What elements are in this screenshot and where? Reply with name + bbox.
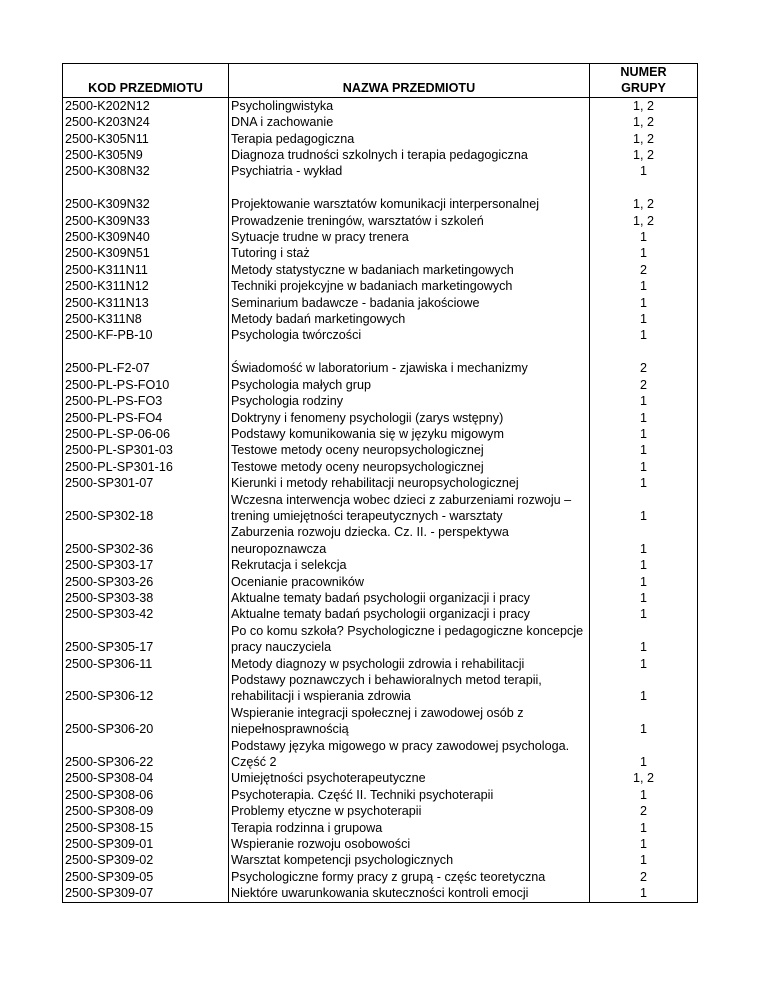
table-row (63, 623, 698, 656)
group-number: 2 (590, 377, 698, 393)
course-code: 2500-PL-PS-FO4 (63, 410, 229, 426)
course-name: Psychologia rodziny (229, 393, 590, 409)
spacer-cell (590, 180, 698, 196)
course-name: Zaburzenia rozwoju dziecka. Cz. II. - perspektywa neuropoznawcza (229, 524, 590, 557)
course-name: Podstawy poznawczych i behawioralnych metod terapii, rehabilitacji i wspierania zdrowia (229, 672, 590, 705)
group-number: 1 (590, 705, 698, 738)
course-name: Projektowanie warsztatów komunikacji interpersonalnej (229, 196, 590, 212)
course-code: 2500-KF-PB-10 (63, 327, 229, 343)
table-row (63, 229, 698, 245)
course-table (62, 63, 698, 903)
table-row (63, 114, 698, 130)
course-name: Świadomość w laboratorium - zjawiska i mechanizmy (229, 360, 590, 376)
course-name: Testowe metody oceny neuropsychologicznej (229, 459, 590, 475)
course-code: 2500-K311N11 (63, 262, 229, 278)
course-code: 2500-SP306-12 (63, 672, 229, 705)
table-row (63, 656, 698, 672)
group-number: 1 (590, 574, 698, 590)
spacer-cell (590, 344, 698, 360)
group-number: 1 (590, 885, 698, 902)
course-name: Doktryny i fenomeny psychologii (zarys wstępny) (229, 410, 590, 426)
course-name: Podstawy języka migowego w pracy zawodowej psychologa. Część 2 (229, 738, 590, 771)
table-row (63, 97, 698, 114)
table-row (63, 360, 698, 376)
course-name: Wspieranie integracji społecznej i zawodowej osób z niepełnosprawnością (229, 705, 590, 738)
table-row (63, 590, 698, 606)
group-number: 1, 2 (590, 213, 698, 229)
course-name: Aktualne tematy badań psychologii organizacji i pracy (229, 590, 590, 606)
table-row (63, 311, 698, 327)
table-body (63, 97, 698, 902)
course-name: Sytuacje trudne w pracy trenera (229, 229, 590, 245)
course-name: Problemy etyczne w psychoterapii (229, 803, 590, 819)
spacer-cell (229, 344, 590, 360)
group-number: 1, 2 (590, 114, 698, 130)
course-code: 2500-K305N9 (63, 147, 229, 163)
table-row (63, 410, 698, 426)
group-number: 1 (590, 295, 698, 311)
course-code: 2500-K203N24 (63, 114, 229, 130)
group-number: 1 (590, 656, 698, 672)
group-number: 1 (590, 557, 698, 573)
table-row (63, 163, 698, 179)
group-number: 1, 2 (590, 770, 698, 786)
table-row (63, 459, 698, 475)
table-row (63, 770, 698, 786)
course-name: Tutoring i staż (229, 245, 590, 261)
spacer-cell (63, 180, 229, 196)
course-code: 2500-K309N33 (63, 213, 229, 229)
course-name: Podstawy komunikowania się w języku migowym (229, 426, 590, 442)
table-row (63, 147, 698, 163)
course-code: 2500-SP306-11 (63, 656, 229, 672)
group-number: 1 (590, 245, 698, 261)
course-name: Niektóre uwarunkowania skuteczności kontroli emocji (229, 885, 590, 902)
course-name: Umiejętności psychoterapeutyczne (229, 770, 590, 786)
course-code: 2500-K309N40 (63, 229, 229, 245)
course-name: Metody diagnozy w psychologii zdrowia i rehabilitacji (229, 656, 590, 672)
spacer-row (63, 344, 698, 360)
group-number: 1 (590, 623, 698, 656)
table-row (63, 426, 698, 442)
course-name: DNA i zachowanie (229, 114, 590, 130)
course-code: 2500-SP302-18 (63, 492, 229, 525)
group-number: 1 (590, 459, 698, 475)
table-row (63, 393, 698, 409)
group-number: 1 (590, 475, 698, 491)
table-row (63, 787, 698, 803)
course-name: Kierunki i metody rehabilitacji neuropsychologicznej (229, 475, 590, 491)
course-code: 2500-SP308-06 (63, 787, 229, 803)
course-name: Terapia pedagogiczna (229, 131, 590, 147)
course-code: 2500-PL-SP301-03 (63, 442, 229, 458)
group-number: 1 (590, 229, 698, 245)
group-number: 1 (590, 492, 698, 525)
group-number: 1 (590, 327, 698, 343)
course-code: 2500-K311N12 (63, 278, 229, 294)
table-row (63, 738, 698, 771)
course-name: Wspieranie rozwoju osobowości (229, 836, 590, 852)
group-number: 2 (590, 803, 698, 819)
course-code: 2500-SP306-22 (63, 738, 229, 771)
course-code: 2500-SP309-05 (63, 869, 229, 885)
table-row (63, 705, 698, 738)
group-number: 1 (590, 820, 698, 836)
group-number: 1 (590, 426, 698, 442)
spacer-cell (63, 344, 229, 360)
course-code: 2500-PL-SP-06-06 (63, 426, 229, 442)
course-code: 2500-K311N13 (63, 295, 229, 311)
table-row (63, 377, 698, 393)
course-code: 2500-SP308-15 (63, 820, 229, 836)
course-name: Techniki projekcyjne w badaniach marketingowych (229, 278, 590, 294)
table-row (63, 295, 698, 311)
group-number: 2 (590, 360, 698, 376)
table-row (63, 327, 698, 343)
course-name: Psychologia małych grup (229, 377, 590, 393)
course-name: Metody statystyczne w badaniach marketingowych (229, 262, 590, 278)
table-row (63, 262, 698, 278)
table-row (63, 213, 698, 229)
course-name: Prowadzenie treningów, warsztatów i szkoleń (229, 213, 590, 229)
table-row (63, 278, 698, 294)
course-name: Wczesna interwencja wobec dzieci z zaburzeniami rozwoju – trening umiejętności terapeutycznych - warsztaty (229, 492, 590, 525)
course-name: Po co komu szkoła? Psychologiczne i pedagogiczne koncepcje pracy nauczyciela (229, 623, 590, 656)
group-number: 1 (590, 311, 698, 327)
group-number: 1, 2 (590, 147, 698, 163)
table-row (63, 442, 698, 458)
header-group-line2: GRUPY (621, 81, 666, 96)
course-name: Seminarium badawcze - badania jakościowe (229, 295, 590, 311)
course-code: 2500-SP303-38 (63, 590, 229, 606)
group-number: 1 (590, 442, 698, 458)
table-row (63, 606, 698, 622)
header-group-line1: NUMER (620, 65, 667, 79)
course-name: Psychologiczne formy pracy z grupą - częśc teoretyczna (229, 869, 590, 885)
table-row (63, 869, 698, 885)
course-code: 2500-PL-F2-07 (63, 360, 229, 376)
group-number: 1 (590, 672, 698, 705)
group-number: 1, 2 (590, 131, 698, 147)
course-name: Psychoterapia. Część II. Techniki psychoterapii (229, 787, 590, 803)
course-name: Diagnoza trudności szkolnych i terapia pedagogiczna (229, 147, 590, 163)
course-name: Terapia rodzinna i grupowa (229, 820, 590, 836)
course-code: 2500-SP308-04 (63, 770, 229, 786)
table-row (63, 196, 698, 212)
group-number: 1 (590, 836, 698, 852)
course-name: Psycholingwistyka (229, 97, 590, 114)
course-code: 2500-SP309-07 (63, 885, 229, 902)
table-row (63, 885, 698, 902)
course-name: Aktualne tematy badań psychologii organizacji i pracy (229, 606, 590, 622)
header-group (590, 64, 698, 98)
table-row (63, 557, 698, 573)
course-code: 2500-SP302-36 (63, 524, 229, 557)
group-number: 2 (590, 869, 698, 885)
table-row (63, 852, 698, 868)
course-code: 2500-SP309-02 (63, 852, 229, 868)
group-number: 1 (590, 524, 698, 557)
group-number: 1, 2 (590, 97, 698, 114)
group-number: 1 (590, 278, 698, 294)
group-number: 1 (590, 606, 698, 622)
table-row (63, 836, 698, 852)
group-number: 1 (590, 590, 698, 606)
course-name: Testowe metody oceny neuropsychologicznej (229, 442, 590, 458)
table-row (63, 475, 698, 491)
table-row (63, 131, 698, 147)
group-number: 1, 2 (590, 196, 698, 212)
table-row (63, 524, 698, 557)
header-code: KOD PRZEDMIOTU (63, 64, 229, 98)
course-code: 2500-SP303-26 (63, 574, 229, 590)
course-code: 2500-PL-PS-FO3 (63, 393, 229, 409)
group-number: 1 (590, 410, 698, 426)
course-code: 2500-K202N12 (63, 97, 229, 114)
header-name: NAZWA PRZEDMIOTU (229, 64, 590, 98)
course-name: Psychiatria - wykład (229, 163, 590, 179)
group-number: 1 (590, 393, 698, 409)
table-row (63, 820, 698, 836)
course-name: Ocenianie pracowników (229, 574, 590, 590)
spacer-cell (229, 180, 590, 196)
course-name: Rekrutacja i selekcja (229, 557, 590, 573)
course-code: 2500-K308N32 (63, 163, 229, 179)
group-number: 1 (590, 787, 698, 803)
table-row (63, 803, 698, 819)
course-code: 2500-PL-PS-FO10 (63, 377, 229, 393)
course-code: 2500-SP306-20 (63, 705, 229, 738)
course-code: 2500-SP309-01 (63, 836, 229, 852)
course-code: 2500-SP301-07 (63, 475, 229, 491)
group-number: 1 (590, 852, 698, 868)
course-name: Warsztat kompetencji psychologicznych (229, 852, 590, 868)
course-code: 2500-K311N8 (63, 311, 229, 327)
course-code: 2500-SP303-17 (63, 557, 229, 573)
table-row (63, 672, 698, 705)
table-row (63, 492, 698, 525)
course-code: 2500-SP303-42 (63, 606, 229, 622)
course-name: Psychologia twórczości (229, 327, 590, 343)
spacer-row (63, 180, 698, 196)
group-number: 2 (590, 262, 698, 278)
group-number: 1 (590, 163, 698, 179)
course-code: 2500-SP308-09 (63, 803, 229, 819)
header-row (63, 64, 698, 98)
table-row (63, 574, 698, 590)
course-name: Metody badań marketingowych (229, 311, 590, 327)
group-number: 1 (590, 738, 698, 771)
course-code: 2500-PL-SP301-16 (63, 459, 229, 475)
course-code: 2500-K305N11 (63, 131, 229, 147)
course-code: 2500-SP305-17 (63, 623, 229, 656)
table-row (63, 245, 698, 261)
course-code: 2500-K309N51 (63, 245, 229, 261)
course-code: 2500-K309N32 (63, 196, 229, 212)
